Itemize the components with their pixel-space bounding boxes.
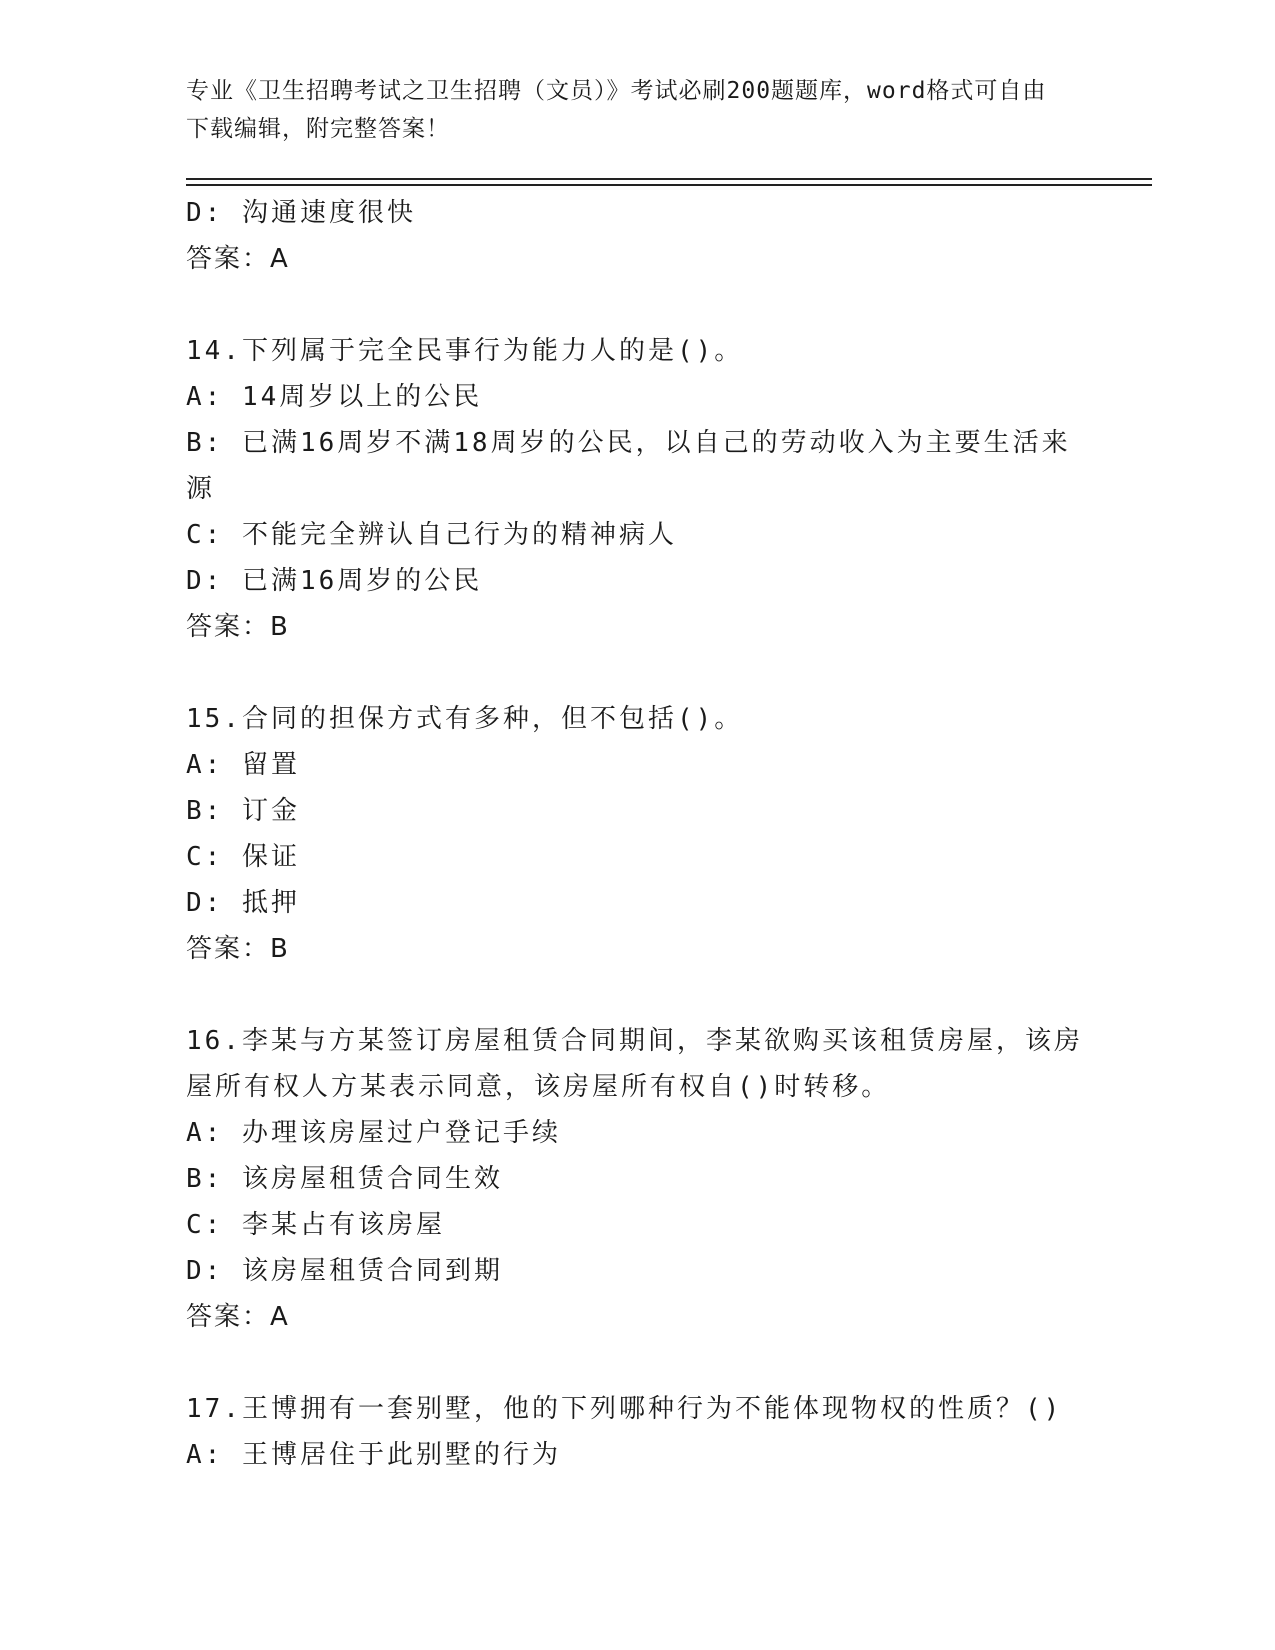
question-stem: 14.下列属于完全民事行为能力人的是()。 xyxy=(186,336,744,366)
question-16 xyxy=(186,1018,1086,1340)
option-d: D: 抵押 xyxy=(186,888,300,918)
document-header: 专业《卫生招聘考试之卫生招聘（文员）》考试必刷200题题库，word格式可自由下载编辑，附完整答案！ xyxy=(186,78,1047,142)
option-a: A: 办理该房屋过户登记手续 xyxy=(186,1118,561,1148)
answer-label: 答案：B xyxy=(186,934,290,964)
answer-label: 答案：A xyxy=(186,244,290,274)
option-a: A: 留置 xyxy=(186,750,300,780)
question-17 xyxy=(186,1386,1086,1478)
answer-label: 答案：B xyxy=(186,612,290,642)
option-b: B: 该房屋租赁合同生效 xyxy=(186,1164,503,1194)
spacer xyxy=(186,972,1086,1018)
question-14 xyxy=(186,328,1086,650)
option-c: C: 保证 xyxy=(186,842,300,872)
option-a: A: 14周岁以上的公民 xyxy=(186,382,483,412)
spacer xyxy=(186,282,1086,328)
option-b: B: 已满16周岁不满18周岁的公民，以自己的劳动收入为主要生活来源 xyxy=(186,428,1071,504)
question-13-tail xyxy=(186,190,1086,282)
question-stem: 15.合同的担保方式有多种，但不包括()。 xyxy=(186,704,744,734)
option-d: D: 沟通速度很快 xyxy=(186,198,416,228)
question-list xyxy=(186,190,1086,1478)
question-stem: 17.王博拥有一套别墅，他的下列哪种行为不能体现物权的性质？() xyxy=(186,1394,1063,1424)
option-c: C: 不能完全辨认自己行为的精神病人 xyxy=(186,520,677,550)
question-15 xyxy=(186,696,1086,972)
header-divider-top xyxy=(186,178,1152,180)
question-stem: 16.李某与方某签订房屋租赁合同期间，李某欲购买该租赁房屋，该房屋所有权人方某表示同意，该房屋所有权自()时转移。 xyxy=(186,1026,1083,1102)
option-c: C: 李某占有该房屋 xyxy=(186,1210,445,1240)
option-d: D: 该房屋租赁合同到期 xyxy=(186,1256,503,1286)
header-divider-bottom xyxy=(186,184,1152,186)
answer-label: 答案：A xyxy=(186,1302,290,1332)
option-a: A: 王博居住于此别墅的行为 xyxy=(186,1440,561,1470)
option-b: B: 订金 xyxy=(186,796,300,826)
spacer xyxy=(186,1340,1086,1386)
spacer xyxy=(186,650,1086,696)
option-d: D: 已满16周岁的公民 xyxy=(186,566,483,596)
